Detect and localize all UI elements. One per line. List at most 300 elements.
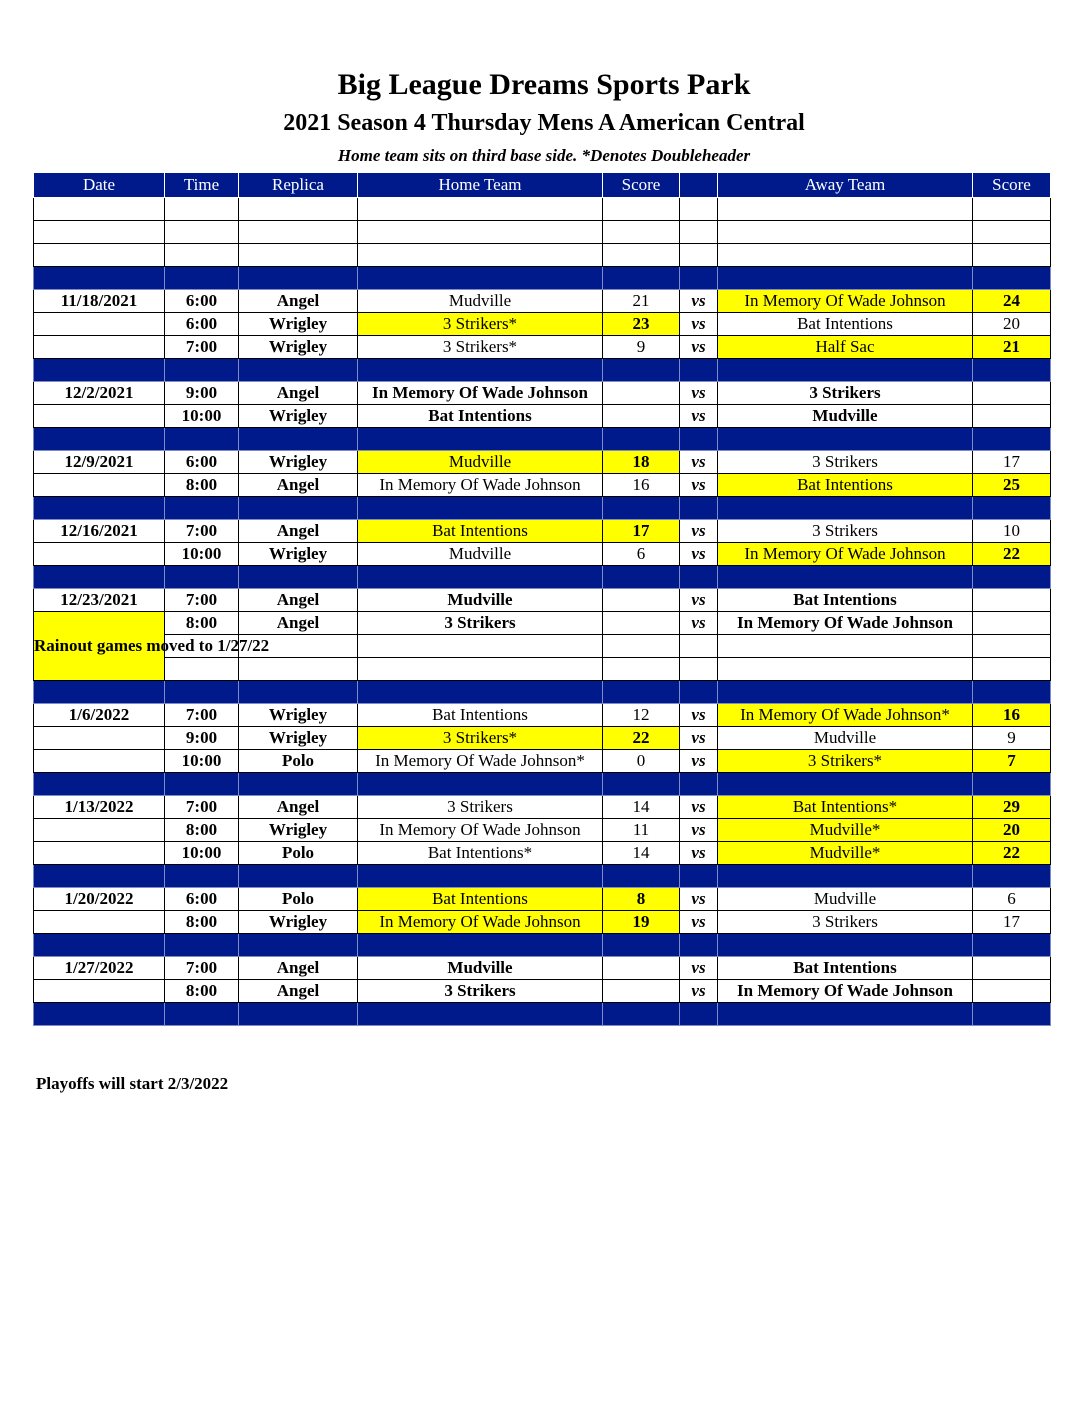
blank-cell xyxy=(239,221,358,244)
vs-label: vs xyxy=(680,704,718,727)
separator-cell xyxy=(165,773,239,796)
away-score: 22 xyxy=(973,543,1051,566)
game-time: 7:00 xyxy=(165,589,239,612)
blank-cell xyxy=(603,635,680,658)
game-row xyxy=(34,405,1051,428)
home-team: Bat Intentions xyxy=(358,888,603,911)
blank-cell xyxy=(718,658,973,681)
home-score xyxy=(603,980,680,1003)
header-vs xyxy=(680,173,718,198)
home-score: 12 xyxy=(603,704,680,727)
home-team: Bat Intentions xyxy=(358,704,603,727)
away-team: Mudville xyxy=(718,405,973,428)
separator-cell xyxy=(603,681,680,704)
home-score: 16 xyxy=(603,474,680,497)
away-score xyxy=(973,589,1051,612)
separator-row xyxy=(34,566,1051,589)
home-score xyxy=(603,382,680,405)
blank-cell xyxy=(718,198,973,221)
separator-cell xyxy=(973,1003,1051,1026)
game-date xyxy=(34,911,165,934)
home-team: In Memory Of Wade Johnson xyxy=(358,474,603,497)
separator-cell xyxy=(718,681,973,704)
separator-cell xyxy=(239,934,358,957)
vs-label: vs xyxy=(680,520,718,543)
game-row xyxy=(34,727,1051,750)
game-row xyxy=(34,543,1051,566)
away-team: Mudville* xyxy=(718,819,973,842)
game-replica: Angel xyxy=(239,474,358,497)
game-row xyxy=(34,474,1051,497)
separator-cell xyxy=(603,934,680,957)
game-row xyxy=(34,382,1051,405)
home-score xyxy=(603,957,680,980)
game-time: 6:00 xyxy=(165,313,239,336)
vs-label: vs xyxy=(680,980,718,1003)
schedule-note: Home team sits on third base side. *Denotes Doubleheader xyxy=(337,146,751,165)
game-row xyxy=(34,313,1051,336)
game-replica: Wrigley xyxy=(239,727,358,750)
away-team: Bat Intentions xyxy=(718,957,973,980)
blank-cell xyxy=(165,198,239,221)
blank-cell xyxy=(718,635,973,658)
game-date: 1/6/2022 xyxy=(34,704,165,727)
blank-cell xyxy=(718,221,973,244)
blank-cell xyxy=(239,658,358,681)
separator-cell xyxy=(680,428,718,451)
game-row xyxy=(34,451,1051,474)
separator-cell xyxy=(239,773,358,796)
home-score: 9 xyxy=(603,336,680,359)
game-date xyxy=(34,842,165,865)
separator-cell xyxy=(34,681,165,704)
blank-cell xyxy=(973,658,1051,681)
away-team: 3 Strikers* xyxy=(718,750,973,773)
away-score: 6 xyxy=(973,888,1051,911)
separator-cell xyxy=(603,773,680,796)
blank-cell xyxy=(165,658,239,681)
game-row xyxy=(34,796,1051,819)
game-date: 11/18/2021 xyxy=(34,290,165,313)
home-team: 3 Strikers* xyxy=(358,336,603,359)
game-time: 7:00 xyxy=(165,336,239,359)
separator-cell xyxy=(718,934,973,957)
game-time: 8:00 xyxy=(165,980,239,1003)
vs-label: vs xyxy=(680,911,718,934)
separator-row xyxy=(34,865,1051,888)
page-title: Big League Dreams Sports Park xyxy=(337,68,751,101)
separator-cell xyxy=(718,428,973,451)
home-score: 23 xyxy=(603,313,680,336)
separator-cell xyxy=(973,267,1051,290)
game-replica: Polo xyxy=(239,842,358,865)
away-score: 21 xyxy=(973,336,1051,359)
home-score: 22 xyxy=(603,727,680,750)
separator-cell xyxy=(239,566,358,589)
blank-cell xyxy=(358,658,603,681)
home-team: Mudville xyxy=(358,451,603,474)
separator-cell xyxy=(603,267,680,290)
separator-row xyxy=(34,773,1051,796)
away-team: In Memory Of Wade Johnson xyxy=(718,980,973,1003)
away-score xyxy=(973,405,1051,428)
home-score: 18 xyxy=(603,451,680,474)
away-score: 7 xyxy=(973,750,1051,773)
game-time: 10:00 xyxy=(165,842,239,865)
game-date: 1/27/2022 xyxy=(34,957,165,980)
home-team: 3 Strikers* xyxy=(358,727,603,750)
away-team: Half Sac xyxy=(718,336,973,359)
schedule-subtitle: 2021 Season 4 Thursday Mens A American Central xyxy=(283,110,805,136)
away-score xyxy=(973,957,1051,980)
vs-label: vs xyxy=(680,796,718,819)
separator-cell xyxy=(165,267,239,290)
separator-cell xyxy=(165,865,239,888)
game-row xyxy=(34,911,1051,934)
home-score: 14 xyxy=(603,842,680,865)
blank-cell xyxy=(239,244,358,267)
blank-cell xyxy=(34,221,165,244)
game-time: 8:00 xyxy=(165,819,239,842)
game-row xyxy=(34,957,1051,980)
game-date xyxy=(34,336,165,359)
game-replica: Wrigley xyxy=(239,405,358,428)
game-time: 7:00 xyxy=(165,704,239,727)
away-team: In Memory Of Wade Johnson xyxy=(718,612,973,635)
separator-cell xyxy=(718,773,973,796)
away-score: 24 xyxy=(973,290,1051,313)
vs-label: vs xyxy=(680,451,718,474)
away-score: 25 xyxy=(973,474,1051,497)
game-replica: Polo xyxy=(239,750,358,773)
away-team: 3 Strikers xyxy=(718,911,973,934)
away-team: In Memory Of Wade Johnson xyxy=(718,290,973,313)
blank-cell xyxy=(239,198,358,221)
game-time: 6:00 xyxy=(165,888,239,911)
game-time: 6:00 xyxy=(165,451,239,474)
blank-cell xyxy=(358,635,603,658)
game-time: 10:00 xyxy=(165,750,239,773)
away-score: 9 xyxy=(973,727,1051,750)
away-team: Mudville xyxy=(718,727,973,750)
game-replica: Wrigley xyxy=(239,313,358,336)
separator-cell xyxy=(603,566,680,589)
separator-cell xyxy=(603,497,680,520)
blank-cell xyxy=(603,244,680,267)
header-time: Time xyxy=(165,173,239,198)
vs-label: vs xyxy=(680,819,718,842)
vs-label: vs xyxy=(680,589,718,612)
away-team: In Memory Of Wade Johnson xyxy=(718,543,973,566)
blank-cell xyxy=(358,244,603,267)
separator-cell xyxy=(718,359,973,382)
game-row xyxy=(34,520,1051,543)
home-team: Bat Intentions xyxy=(358,405,603,428)
away-score: 17 xyxy=(973,451,1051,474)
away-team: 3 Strikers xyxy=(718,382,973,405)
separator-cell xyxy=(680,497,718,520)
home-team: In Memory Of Wade Johnson* xyxy=(358,750,603,773)
separator-cell xyxy=(680,934,718,957)
separator-cell xyxy=(358,865,603,888)
home-team: Mudville xyxy=(358,543,603,566)
header-replica: Replica xyxy=(239,173,358,198)
game-time: 10:00 xyxy=(165,405,239,428)
blank-cell xyxy=(34,244,165,267)
game-replica: Angel xyxy=(239,290,358,313)
game-date: 12/23/2021 xyxy=(34,589,165,612)
separator-cell xyxy=(680,359,718,382)
game-replica: Angel xyxy=(239,382,358,405)
header-row xyxy=(34,173,1051,198)
home-team: 3 Strikers xyxy=(358,796,603,819)
game-replica: Polo xyxy=(239,888,358,911)
home-team: Bat Intentions* xyxy=(358,842,603,865)
home-score xyxy=(603,612,680,635)
away-score: 29 xyxy=(973,796,1051,819)
home-team: Mudville xyxy=(358,957,603,980)
separator-cell xyxy=(358,497,603,520)
separator-cell xyxy=(358,681,603,704)
vs-label: vs xyxy=(680,612,718,635)
game-time: 7:00 xyxy=(165,957,239,980)
home-team: In Memory Of Wade Johnson xyxy=(358,382,603,405)
game-date xyxy=(34,750,165,773)
away-team: 3 Strikers xyxy=(718,451,973,474)
away-team: Mudville* xyxy=(718,842,973,865)
separator-cell xyxy=(34,865,165,888)
game-row xyxy=(34,888,1051,911)
game-row xyxy=(34,336,1051,359)
separator-cell xyxy=(165,681,239,704)
separator-cell xyxy=(718,497,973,520)
blank-row xyxy=(34,198,1051,221)
separator-cell xyxy=(603,359,680,382)
separator-cell xyxy=(34,566,165,589)
separator-cell xyxy=(973,773,1051,796)
separator-cell xyxy=(718,566,973,589)
away-team: Bat Intentions xyxy=(718,313,973,336)
separator-cell xyxy=(718,865,973,888)
home-team: Mudville xyxy=(358,589,603,612)
home-score xyxy=(603,589,680,612)
rainout-note: Rainout games moved to 1/27/22 xyxy=(34,612,165,681)
game-time: 7:00 xyxy=(165,796,239,819)
game-date xyxy=(34,313,165,336)
blank-cell xyxy=(603,658,680,681)
game-date xyxy=(34,727,165,750)
away-team: Bat Intentions xyxy=(718,589,973,612)
separator-cell xyxy=(973,566,1051,589)
blank-cell xyxy=(680,198,718,221)
separator-cell xyxy=(680,865,718,888)
separator-row xyxy=(34,681,1051,704)
separator-row xyxy=(34,428,1051,451)
schedule-table xyxy=(33,172,1051,1026)
game-date: 1/20/2022 xyxy=(34,888,165,911)
game-row xyxy=(34,612,1051,635)
home-team: 3 Strikers xyxy=(358,980,603,1003)
separator-cell xyxy=(165,359,239,382)
game-row xyxy=(34,750,1051,773)
vs-label: vs xyxy=(680,543,718,566)
game-date xyxy=(34,405,165,428)
blank-cell xyxy=(973,198,1051,221)
blank-cell xyxy=(680,658,718,681)
game-replica: Angel xyxy=(239,957,358,980)
separator-cell xyxy=(718,1003,973,1026)
away-score: 20 xyxy=(973,819,1051,842)
home-score: 11 xyxy=(603,819,680,842)
blank-cell xyxy=(680,635,718,658)
home-score: 21 xyxy=(603,290,680,313)
blank-cell xyxy=(973,635,1051,658)
home-score: 14 xyxy=(603,796,680,819)
separator-cell xyxy=(239,865,358,888)
home-team: Mudville xyxy=(358,290,603,313)
away-team: Bat Intentions xyxy=(718,474,973,497)
game-replica: Wrigley xyxy=(239,543,358,566)
separator-cell xyxy=(165,566,239,589)
separator-cell xyxy=(358,1003,603,1026)
home-team: In Memory Of Wade Johnson xyxy=(358,819,603,842)
away-score: 10 xyxy=(973,520,1051,543)
game-time: 9:00 xyxy=(165,727,239,750)
separator-cell xyxy=(34,267,165,290)
separator-cell xyxy=(973,934,1051,957)
separator-cell xyxy=(603,865,680,888)
separator-cell xyxy=(165,1003,239,1026)
game-replica: Wrigley xyxy=(239,911,358,934)
separator-cell xyxy=(680,1003,718,1026)
separator-cell xyxy=(603,428,680,451)
away-team: Bat Intentions* xyxy=(718,796,973,819)
separator-cell xyxy=(239,1003,358,1026)
separator-cell xyxy=(239,428,358,451)
header-home-score: Score xyxy=(603,173,680,198)
game-date: 12/2/2021 xyxy=(34,382,165,405)
blank-row xyxy=(34,658,1051,681)
separator-cell xyxy=(680,566,718,589)
game-row xyxy=(34,819,1051,842)
home-score: 8 xyxy=(603,888,680,911)
blank-cell xyxy=(358,198,603,221)
away-team: Mudville xyxy=(718,888,973,911)
separator-cell xyxy=(239,267,358,290)
vs-label: vs xyxy=(680,382,718,405)
game-replica: Wrigley xyxy=(239,451,358,474)
game-replica: Wrigley xyxy=(239,336,358,359)
separator-cell xyxy=(358,934,603,957)
header-home-team: Home Team xyxy=(358,173,603,198)
schedule-body xyxy=(34,198,1051,1026)
game-replica: Angel xyxy=(239,589,358,612)
vs-label: vs xyxy=(680,313,718,336)
blank-row xyxy=(34,244,1051,267)
home-team: 3 Strikers* xyxy=(358,313,603,336)
away-score: 16 xyxy=(973,704,1051,727)
away-score: 22 xyxy=(973,842,1051,865)
blank-cell xyxy=(165,244,239,267)
separator-cell xyxy=(165,934,239,957)
vs-label: vs xyxy=(680,290,718,313)
header-away-team: Away Team xyxy=(718,173,973,198)
game-row xyxy=(34,980,1051,1003)
game-row xyxy=(34,704,1051,727)
blank-cell xyxy=(358,221,603,244)
away-score xyxy=(973,980,1051,1003)
blank-cell xyxy=(603,198,680,221)
separator-cell xyxy=(34,773,165,796)
separator-cell xyxy=(973,865,1051,888)
game-row xyxy=(34,842,1051,865)
away-score: 20 xyxy=(973,313,1051,336)
game-date: 1/13/2022 xyxy=(34,796,165,819)
game-replica: Angel xyxy=(239,980,358,1003)
separator-row xyxy=(34,497,1051,520)
separator-cell xyxy=(973,497,1051,520)
header-date: Date xyxy=(34,173,165,198)
game-replica: Angel xyxy=(239,796,358,819)
game-time: 7:00 xyxy=(165,520,239,543)
separator-cell xyxy=(973,428,1051,451)
separator-cell xyxy=(358,359,603,382)
game-replica: Wrigley xyxy=(239,704,358,727)
away-score: 17 xyxy=(973,911,1051,934)
separator-cell xyxy=(358,267,603,290)
separator-cell xyxy=(973,359,1051,382)
home-team: In Memory Of Wade Johnson xyxy=(358,911,603,934)
separator-cell xyxy=(680,773,718,796)
vs-label: vs xyxy=(680,336,718,359)
blank-cell xyxy=(680,244,718,267)
blank-cell xyxy=(603,221,680,244)
separator-cell xyxy=(34,428,165,451)
game-replica: Angel xyxy=(239,612,358,635)
separator-row xyxy=(34,934,1051,957)
vs-label: vs xyxy=(680,727,718,750)
separator-cell xyxy=(165,428,239,451)
separator-cell xyxy=(239,681,358,704)
separator-cell xyxy=(603,1003,680,1026)
game-time: 8:00 xyxy=(165,612,239,635)
home-score: 17 xyxy=(603,520,680,543)
separator-cell xyxy=(165,497,239,520)
separator-cell xyxy=(718,267,973,290)
vs-label: vs xyxy=(680,405,718,428)
separator-cell xyxy=(358,566,603,589)
game-replica: Angel xyxy=(239,520,358,543)
game-time: 10:00 xyxy=(165,543,239,566)
game-date xyxy=(34,543,165,566)
blank-cell xyxy=(718,244,973,267)
separator-cell xyxy=(973,681,1051,704)
vs-label: vs xyxy=(680,474,718,497)
away-score xyxy=(973,612,1051,635)
home-team: Bat Intentions xyxy=(358,520,603,543)
home-score: 6 xyxy=(603,543,680,566)
game-time: 9:00 xyxy=(165,382,239,405)
game-row xyxy=(34,290,1051,313)
home-score xyxy=(603,405,680,428)
separator-cell xyxy=(239,497,358,520)
game-row xyxy=(34,589,1051,612)
game-date: 12/16/2021 xyxy=(34,520,165,543)
game-replica: Wrigley xyxy=(239,819,358,842)
header-away-score: Score xyxy=(973,173,1051,198)
home-team: 3 Strikers xyxy=(358,612,603,635)
separator-row xyxy=(34,267,1051,290)
